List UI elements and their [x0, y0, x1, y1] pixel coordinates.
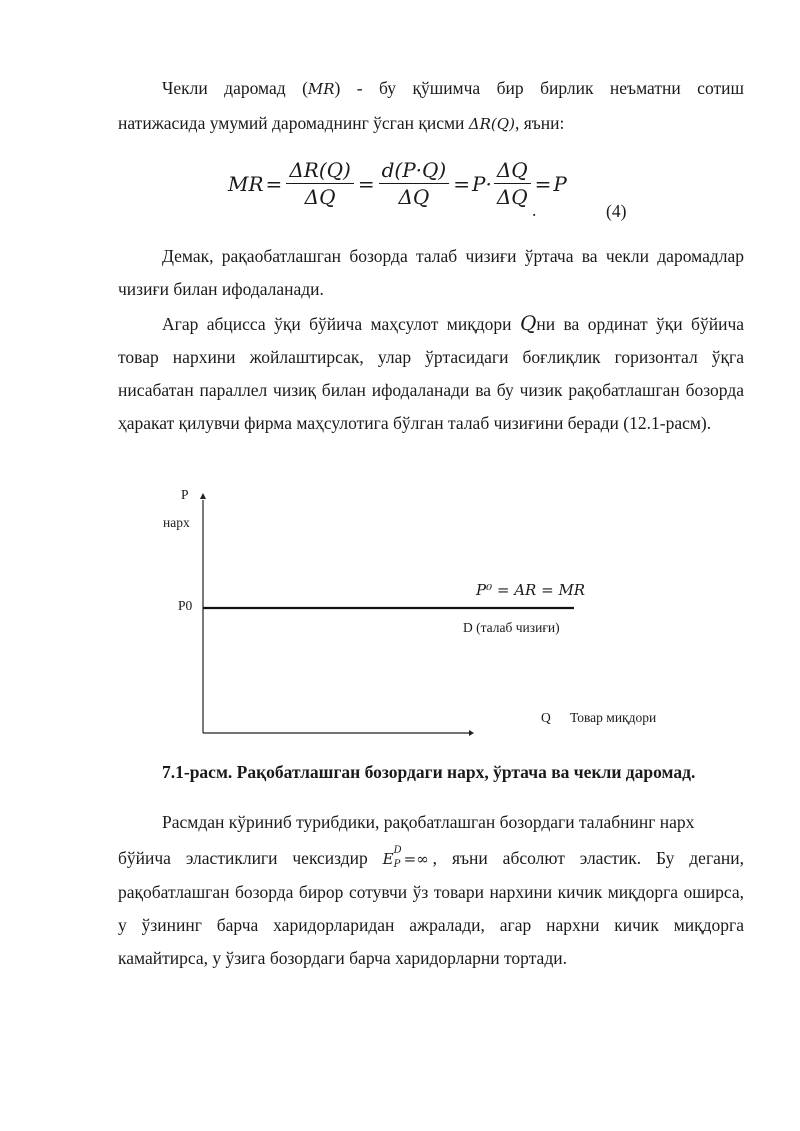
paragraph-2: Демак, рақаобатлашган бозорда талаб чизиғи ўртача ва чекли даромадлар чизиғи билан ифодаланади. — [118, 246, 744, 299]
math-q: Q — [519, 311, 537, 335]
formula-mr: MR — [228, 171, 264, 196]
y-axis-label-p: P — [181, 487, 189, 502]
paragraph-1-word: Чекли — [162, 78, 208, 98]
y-axis-label-price: нарх — [163, 515, 190, 530]
elasticity-symbol — [383, 843, 433, 876]
y-axis-arrow-icon — [200, 493, 206, 499]
formula-p-dot: P· — [471, 171, 492, 196]
paragraph-1-word: бир — [496, 78, 524, 98]
paragraph-1-word: сотиш — [697, 78, 744, 98]
fraction-denominator: ΔQ — [398, 185, 430, 209]
x-axis-arrow-icon — [469, 730, 474, 736]
math-mr: MR — [307, 80, 335, 98]
paragraph-4-rest — [118, 842, 744, 975]
paragraph-3-text-b: ни ва ординат ўқи бўйича товар нархини жойлаштирсак, улар ўртасидаги боғлиқлик горизонтал ўқга нисабатан параллел чизиқ билан ифодаланади ва бу чизик рақобатлашган бозорда ҳаракат қилувчи фирма маҳсулотига бўлган талаб чизиғини беради (12.1-расм). — [118, 314, 745, 433]
equals-sign: = — [265, 171, 283, 196]
demand-label: D (талаб чизиғи) — [463, 620, 560, 635]
paragraph-3-text-a: Агар абцисса ўқи бўйича маҳсулот миқдори — [162, 314, 512, 334]
paragraph-1-text: натижасида умумий даромаднинг ўсган қисми — [118, 113, 465, 133]
paragraph-4-text-b: , яъни абсолют эластик. Бу дегани, рақобатлашган бозорда бирор сотувчи ўз товари нархини кичик миқдорга оширса, у ўзининг барча харидорларидан ажралади, агар нархни кичик миқдорга камайтирса, у ўзига бозордаги барча харидорларни тортади. — [118, 848, 744, 968]
formula-dot: . — [532, 200, 537, 220]
fraction-denominator: ΔQ — [304, 185, 336, 209]
paragraph-1-word: неъматни — [609, 78, 681, 98]
elasticity-sub: P — [393, 859, 401, 870]
fraction-numerator: ΔQ — [494, 158, 531, 184]
fraction-numerator: d(P·Q) — [379, 158, 450, 184]
equation-number: (4) — [606, 201, 627, 221]
x-axis-label-q: Q — [541, 710, 551, 725]
paragraph-1-word: - — [356, 78, 363, 98]
line-label-p0-ar-mr: P⁰ = AR = MR — [476, 581, 586, 599]
equals-sign: = — [357, 171, 375, 196]
paragraph-1-text-end: , яъни: — [514, 113, 565, 133]
paragraph-1-word: (MR) — [302, 78, 341, 98]
figure-caption: 7.1-расм. Рақобатлашган бозордаги нарх, ўртача ва чекли даромад. — [162, 762, 696, 782]
paragraph-4-text-a: бўйича эластиклиги чексиздир — [118, 848, 368, 868]
paragraph-1-word: бу — [379, 78, 397, 98]
elasticity-e: E — [382, 850, 394, 868]
equals-sign: = — [534, 171, 552, 196]
paragraph-1-word: даромад — [224, 78, 286, 98]
equals-sign: = — [453, 171, 470, 196]
paragraph-4-line-1: Расмдан кўриниб турибдики, рақобатлашган бозордаги талабнинг нарх — [162, 812, 695, 832]
fraction-denominator: ΔQ — [496, 185, 528, 209]
fraction-numerator: ΔR(Q) — [286, 158, 354, 184]
paragraph-1-word: қўшимча — [412, 78, 481, 98]
elasticity-sup: D — [393, 845, 402, 856]
paragraph-1-word: бирлик — [540, 78, 594, 98]
elasticity-value: =∞ — [403, 850, 429, 868]
formula-p: P — [553, 171, 567, 196]
math-delta-r-q: ΔR(Q) — [468, 115, 515, 133]
p0-tick-label: P0 — [178, 598, 193, 613]
x-axis-label-quantity: Товар миқдори — [570, 710, 657, 725]
